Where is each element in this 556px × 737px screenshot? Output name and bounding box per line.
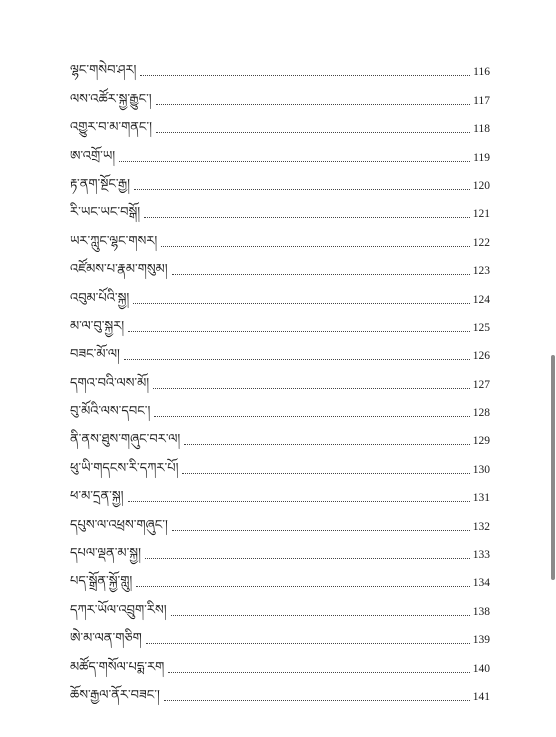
- dot-leader: [172, 530, 470, 531]
- toc-page-number: 117: [473, 94, 490, 107]
- toc-page-number: 130: [472, 463, 490, 476]
- dot-leader: [128, 501, 470, 502]
- toc-page-number: 127: [472, 378, 490, 391]
- toc-title: དགའ་བའི་ལས་མོ།: [70, 375, 150, 391]
- toc-page-number: 122: [472, 236, 490, 249]
- toc-entry[interactable]: [70, 647, 490, 675]
- toc-entry[interactable]: [70, 392, 490, 420]
- dot-leader: [146, 643, 470, 644]
- toc-title: ཆོས་རྒྱལ་ནོར་བཟང་།: [70, 687, 160, 703]
- toc-page-number: 140: [472, 662, 490, 675]
- table-of-contents: [70, 51, 490, 704]
- toc-entry[interactable]: [70, 221, 490, 249]
- dot-leader: [161, 246, 470, 247]
- toc-title: འབུམ་པོའི་སྐྱ།: [70, 290, 130, 306]
- toc-page-number: 132: [472, 520, 490, 533]
- toc-entry[interactable]: [70, 619, 490, 647]
- dot-leader: [171, 615, 470, 616]
- toc-title: པད་སྒྲོན་སྐྱོ་གླུ།: [70, 574, 133, 590]
- toc-page-number: 128: [472, 407, 490, 420]
- dot-leader: [184, 444, 470, 445]
- toc-entry[interactable]: [70, 51, 490, 79]
- toc-entry[interactable]: [70, 676, 490, 704]
- toc-page-number: 129: [472, 435, 490, 448]
- toc-entry[interactable]: [70, 307, 490, 335]
- toc-entry[interactable]: [70, 108, 490, 136]
- toc-entry[interactable]: [70, 590, 490, 618]
- toc-page-number: 134: [472, 577, 490, 590]
- dot-leader: [128, 331, 470, 332]
- dot-leader: [156, 104, 470, 105]
- dot-leader: [156, 132, 470, 133]
- toc-title: ཨེ་མ་ལན་གཅིག: [70, 631, 142, 647]
- toc-title: ཕུ་ཡི་གདངས་རི་དཀར་པོ།: [70, 460, 179, 476]
- toc-entry[interactable]: [70, 534, 490, 562]
- dot-leader: [182, 473, 470, 474]
- dot-leader: [153, 388, 470, 389]
- toc-page-number: 126: [472, 350, 490, 363]
- dot-leader: [119, 161, 470, 162]
- toc-title: མཚོད་གསོལ་པདྨ་རག: [70, 659, 165, 675]
- toc-page-number: 139: [472, 634, 490, 647]
- dot-leader: [133, 303, 470, 304]
- toc-page-number: 120: [472, 179, 490, 192]
- toc-entry[interactable]: [70, 448, 490, 476]
- toc-entry[interactable]: [70, 136, 490, 164]
- dot-leader: [134, 189, 470, 190]
- toc-title: དཀར་ཡོལ་འབྲུག་རིས།: [70, 602, 167, 618]
- dot-leader: [124, 359, 470, 360]
- toc-entry[interactable]: [70, 165, 490, 193]
- scrollbar-thumb[interactable]: [551, 355, 555, 580]
- toc-entry[interactable]: [70, 79, 490, 107]
- dot-leader: [164, 700, 470, 701]
- toc-page-number: 131: [472, 492, 490, 505]
- toc-entry[interactable]: [70, 363, 490, 391]
- toc-entry[interactable]: [70, 505, 490, 533]
- toc-page-number: 121: [472, 208, 490, 221]
- toc-entry[interactable]: [70, 420, 490, 448]
- toc-title: འགྱུར་བ་མ་གནང་།: [70, 120, 153, 136]
- toc-page-number: 124: [472, 293, 490, 306]
- toc-title: ཡར་ཀླུང་ལྷང་གསར།: [70, 233, 158, 249]
- toc-page-number: 116: [473, 66, 490, 79]
- dot-leader: [168, 672, 470, 673]
- toc-entry[interactable]: [70, 335, 490, 363]
- toc-page-number: 119: [473, 151, 490, 164]
- toc-title: འཛོམས་པ་རྣམ་གསུམ།: [70, 262, 168, 278]
- toc-title: བུ་མོའི་ལས་དབང་།: [70, 404, 151, 420]
- toc-title: ལས་འཚོར་སྐྱ་རྒྱུང་།: [70, 91, 152, 107]
- dot-leader: [140, 75, 470, 76]
- toc-entry[interactable]: [70, 278, 490, 306]
- dot-leader: [136, 586, 470, 587]
- toc-title: དཔལ་ལྡན་མ་སྐྱ།: [70, 546, 141, 562]
- toc-page-number: 125: [472, 321, 490, 334]
- dot-leader: [154, 416, 470, 417]
- toc-title: ཕ་མ་དྲན་སྐྱ།: [70, 489, 124, 505]
- toc-page-number: 133: [472, 549, 490, 562]
- dot-leader: [144, 217, 470, 218]
- toc-page-number: 123: [472, 265, 490, 278]
- toc-title: ལྷང་གསེབ་ཤར།: [70, 63, 137, 79]
- toc-title: ཨ་འགྲོ་ཡ།: [70, 148, 116, 164]
- toc-title: བཟང་མོ་ལ།: [70, 347, 120, 363]
- toc-title: ནི་ནས་ཐུས་གཞུང་བར་ལ།: [70, 432, 181, 448]
- toc-title: མ་ལ་བུ་སྐྱར།: [70, 318, 125, 334]
- toc-title: རྟ་ནག་སྔོང་རྒྱ།: [70, 176, 131, 192]
- toc-entry[interactable]: [70, 477, 490, 505]
- toc-entry[interactable]: [70, 250, 490, 278]
- toc-title: དཔུས་ལ་འཕྲས་གཞུང་།: [70, 517, 168, 533]
- toc-entry[interactable]: [70, 562, 490, 590]
- toc-title: རི་ཡང་ཡང་བསྒོ།: [70, 205, 141, 221]
- dot-leader: [145, 558, 470, 559]
- toc-page-number: 118: [473, 123, 490, 136]
- dot-leader: [172, 274, 470, 275]
- toc-page-number: 141: [472, 690, 490, 703]
- toc-entry[interactable]: [70, 193, 490, 221]
- toc-page-number: 138: [472, 605, 490, 618]
